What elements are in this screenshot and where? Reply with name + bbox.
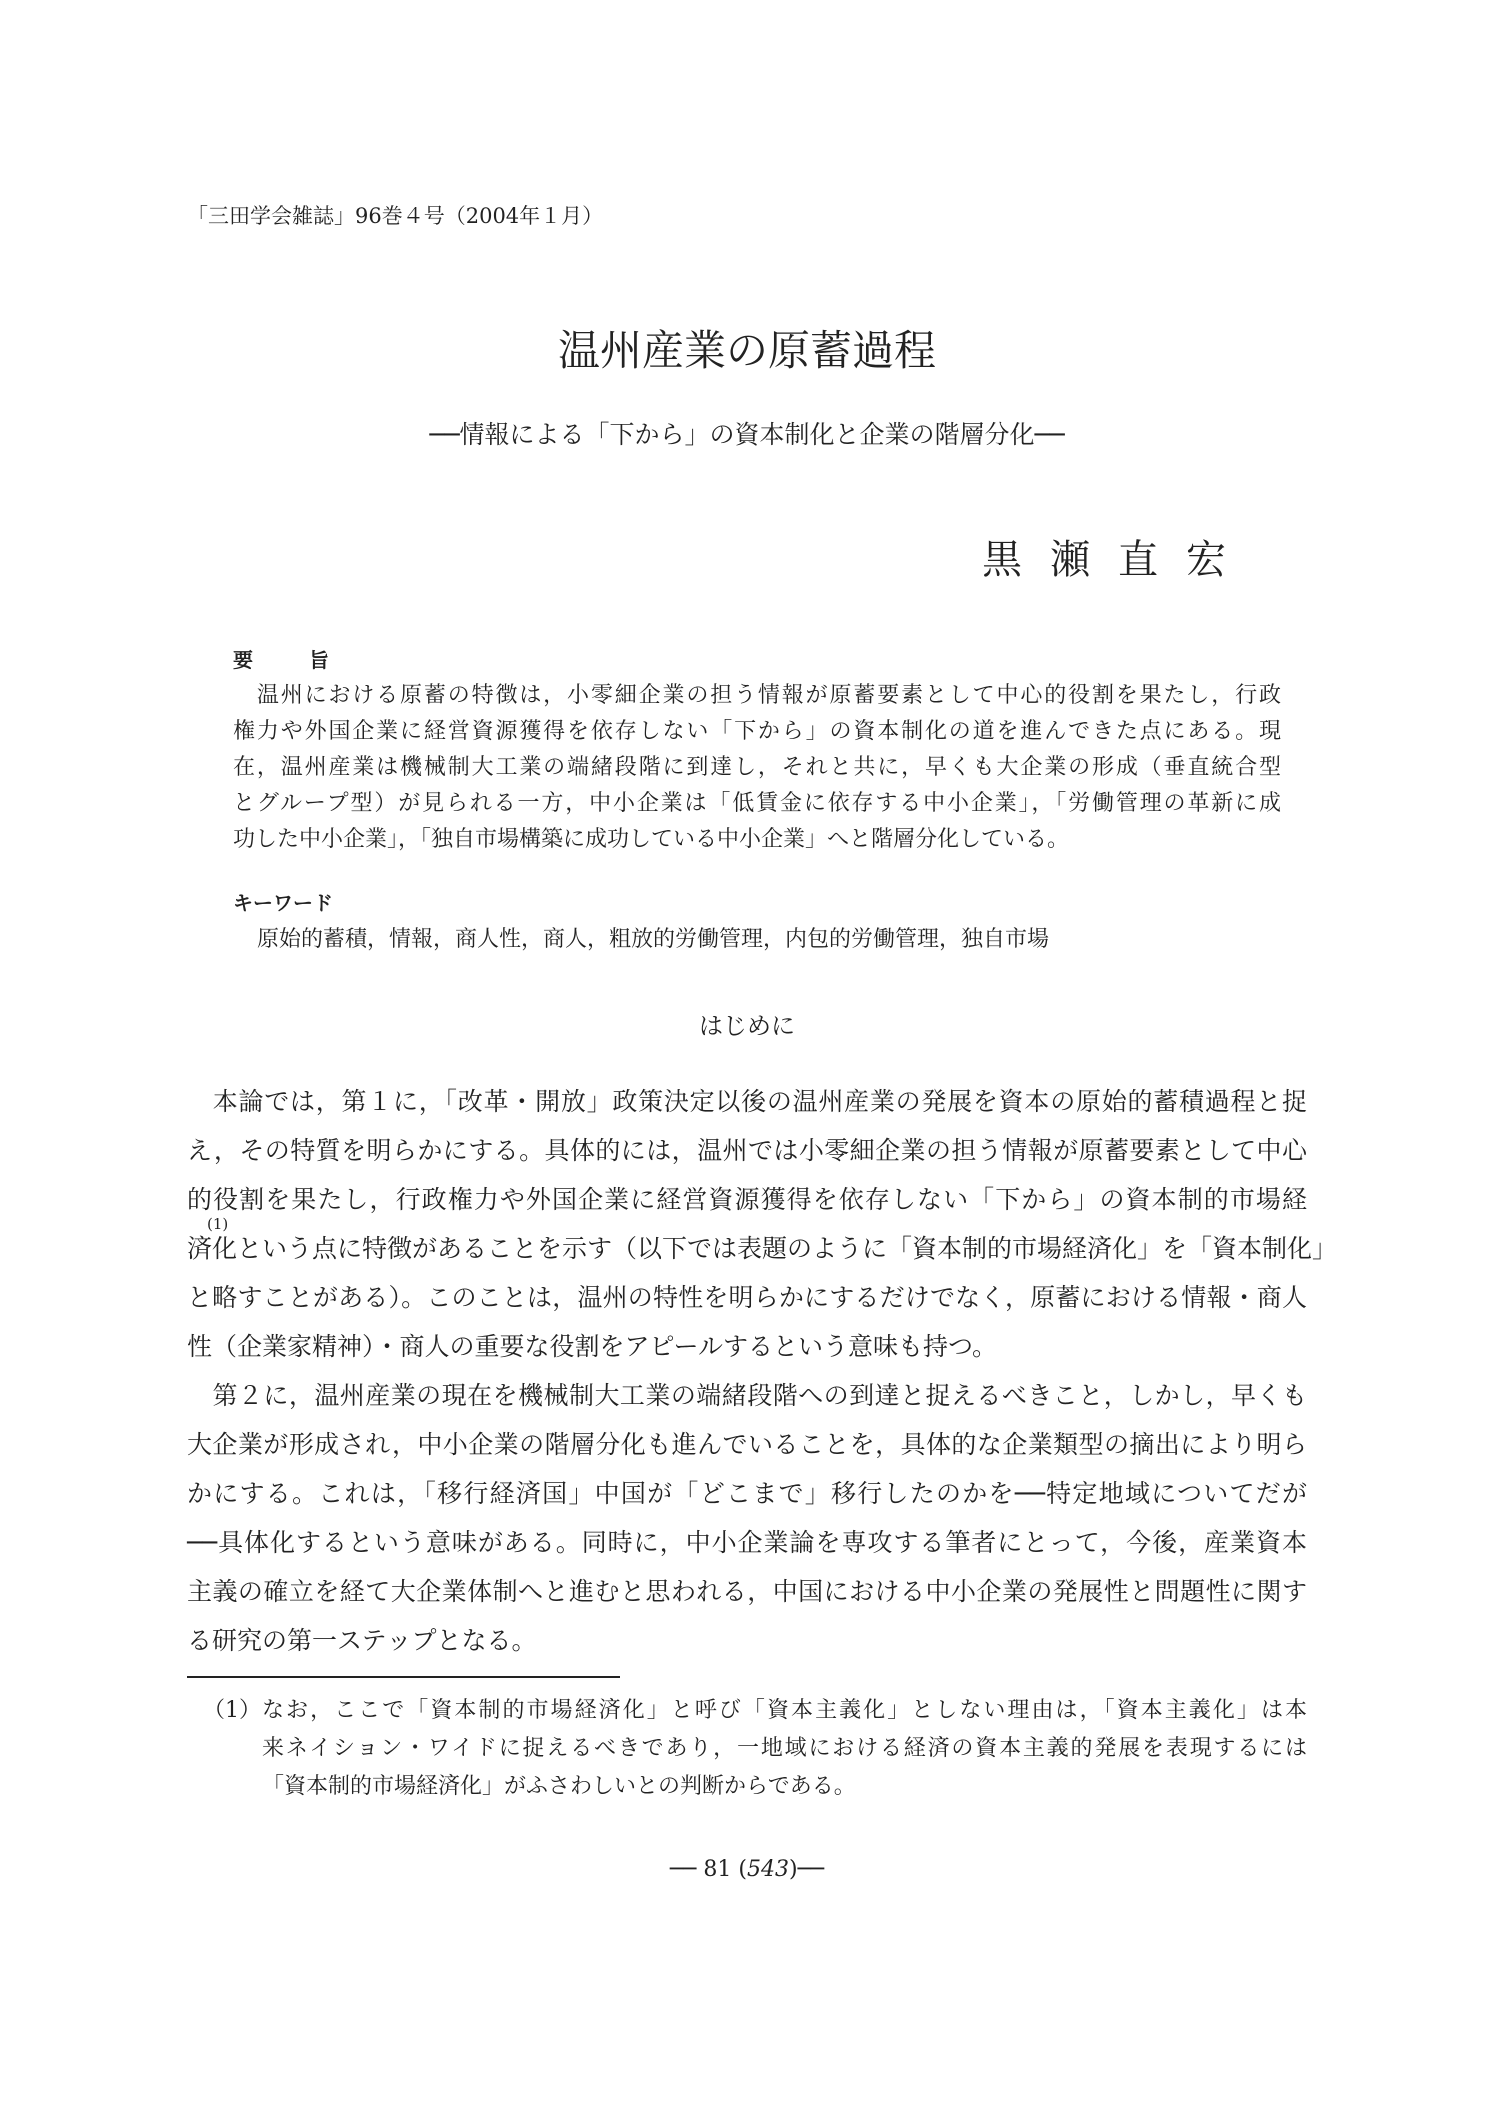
page-number-dash: ──	[797, 1857, 825, 1882]
footnote-line: 来ネイション・ワイドに捉えるべきであり，一地域における経済の資本主義的発展を表現するには	[262, 1736, 1307, 1761]
keywords-heading: キーワード	[233, 891, 333, 915]
section-heading-introduction: はじめに	[699, 1012, 795, 1040]
page-number-value: 81	[703, 1857, 732, 1882]
abstract-heading: 要旨	[233, 648, 385, 672]
body-line: と略すことがある）。このことは，温州の特性を明らかにするだけでなく，原蓄における情報・商人	[187, 1283, 1307, 1312]
body-line: 第２に，温州産業の現在を機械制大工業の端緒段階への到達と捉えるべきこと，しかし，早くも	[187, 1381, 1307, 1410]
page-number: ── 81 (543)──	[669, 1857, 825, 1882]
body-line: 済化という点に特徴があることを示す（以下では表題のように「資本制的市場経済化」を「資本制化」	[187, 1234, 1338, 1263]
abstract-line: 権力や外国企業に経営資源獲得を依存しない「下から」の資本制化の道を進んできた点にある。現	[233, 719, 1281, 744]
paper-title: 温州産業の原蓄過程	[557, 326, 936, 375]
author-name: 黒瀬直宏	[982, 537, 1254, 583]
paper-subtitle: ──情報による「下から」の資本制化と企業の階層分化──	[429, 420, 1065, 449]
body-line: 大企業が形成され，中小企業の階層分化も進んでいることを，具体的な企業類型の摘出により明ら	[187, 1430, 1307, 1459]
body-line: 性（企業家精神）・商人の重要な役割をアピールするという意味も持つ。	[187, 1332, 998, 1361]
volume-page-number: 543	[746, 1857, 789, 1882]
body-line: ──具体化するという意味がある。同時に，中小企業論を専攻する筆者にとって，今後，産業資本	[187, 1528, 1307, 1557]
body-line: 主義の確立を経て大企業体制へと進むと思われる，中国における中小企業の発展性と問題性に関す	[187, 1577, 1307, 1606]
journal-citation: 「三田学会雑誌」96巻４号（2004年１月）	[187, 204, 604, 228]
footnote-line: 「資本制的市場経済化」がふさわしいとの判断からである。	[262, 1774, 856, 1799]
footnote-reference[interactable]: (1)	[207, 1215, 229, 1233]
page-number-dash: ──	[669, 1857, 697, 1882]
footnote-number: （1）	[203, 1698, 261, 1723]
abstract-line: 功した中小企業」，「独自市場構築に成功している中小企業」へと階層分化している。	[233, 827, 1070, 852]
abstract-line: 温州における原蓄の特徴は，小零細企業の担う情報が原蓄要素として中心的役割を果たし，行政	[233, 683, 1281, 708]
footnote-line: なお，ここで「資本制的市場経済化」と呼び「資本主義化」としない理由は，「資本主義化」は本	[262, 1698, 1307, 1723]
abstract-line: 在，温州産業は機械制大工業の端緒段階に到達し，それと共に，早くも大企業の形成（垂直統合型	[233, 755, 1281, 780]
abstract-line: とグループ型）が見られる一方，中小企業は「低賃金に依存する中小企業」，「労働管理の革新に成	[233, 791, 1281, 816]
body-line: え，その特質を明らかにする。具体的には，温州では小零細企業の担う情報が原蓄要素として中心	[187, 1136, 1307, 1165]
body-line: 本論では，第１に，「改革・開放」政策決定以後の温州産業の発展を資本の原始的蓄積過程と捉	[187, 1087, 1307, 1116]
body-line: かにする。これは，「移行経済国」中国が「どこまで」移行したのかを──特定地域についてだが	[187, 1479, 1307, 1508]
keywords-list: 原始的蓄積，情報，商人性，商人，粗放的労働管理，内包的労働管理，独自市場	[257, 927, 1050, 952]
body-line: る研究の第一ステップとなる。	[187, 1626, 537, 1655]
footnote-divider	[187, 1676, 620, 1678]
body-line: 的役割を果たし，行政権力や外国企業に経営資源獲得を依存しない「下から」の資本制的市場経	[187, 1185, 1307, 1214]
